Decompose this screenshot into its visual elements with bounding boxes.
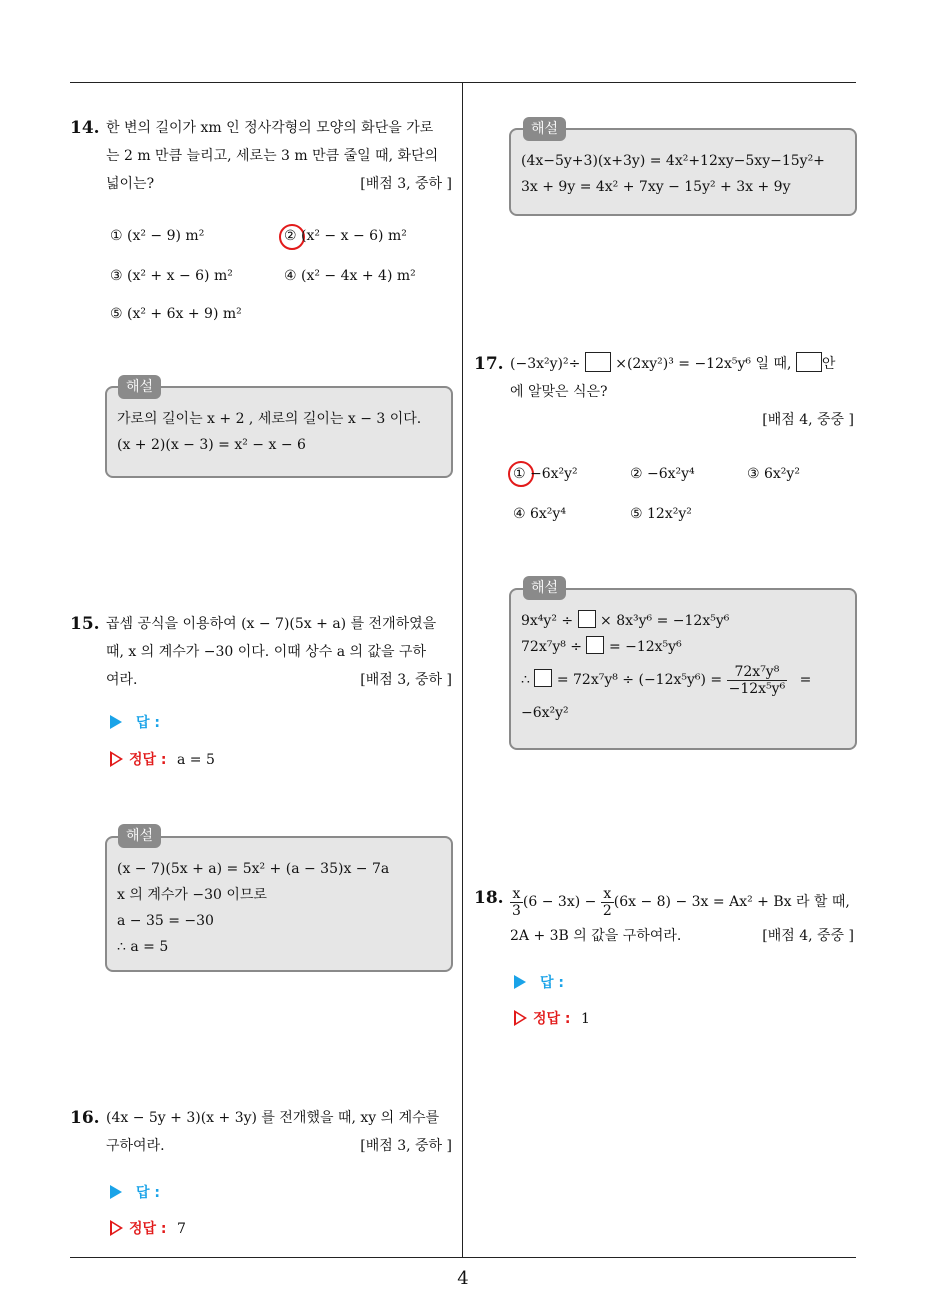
q15-correct-value: a = 5 — [176, 752, 215, 768]
q17-solution-box — [509, 588, 857, 750]
q17-solution-line1b: × 8x³y⁶ = −12x⁵y⁶ — [600, 613, 730, 629]
q17-option-2[interactable]: ② −6x²y⁴ — [630, 466, 695, 482]
question-15-number: 15. — [70, 614, 100, 634]
question-14-line3: 넓이는? — [106, 176, 155, 192]
answer-arrow-icon — [514, 975, 526, 989]
q15-answer-label: 답 : — [110, 712, 160, 732]
q17-fraction-denominator: −12x⁵y⁶ — [728, 680, 786, 697]
question-17-line2: 에 알맞은 식은? — [510, 384, 608, 400]
question-14-text — [106, 114, 456, 198]
q18-answer-label: 답 : — [514, 972, 564, 992]
q17-solution-line1a: 9x⁴y² ÷ — [521, 613, 574, 629]
q14-solution-line2: (x + 2)(x − 3) = x² − x − 6 — [117, 437, 306, 453]
question-15-text — [106, 610, 456, 694]
question-18-number: 18. — [474, 888, 504, 908]
question-16-text — [106, 1104, 456, 1160]
q15-solution-line1: (x − 7)(5x + a) = 5x² + (a − 35)x − 7a — [117, 861, 390, 877]
q18-fraction-2-numerator: x — [601, 886, 614, 903]
q16-solution-line2: 3x + 9y = 4x² + 7xy − 15y² + 3x + 9y — [521, 179, 791, 195]
correct-arrow-icon — [514, 1010, 527, 1026]
q16-correct-value: 7 — [176, 1221, 186, 1237]
question-18-part1: (6 − 3x) − — [522, 894, 597, 910]
q17-solution-line4: −6x²y² — [521, 705, 569, 721]
question-15-line1: 곱셈 공식을 이용하여 (x − 7)(5x + a) 를 전개하였을 — [106, 616, 437, 632]
q15-solution-line3: a − 35 = −30 — [117, 913, 214, 929]
q16-answer-label: 답 : — [110, 1182, 160, 1202]
q15-solution-line4: ∴ a = 5 — [117, 939, 169, 955]
q18-fraction-1-numerator: x — [510, 886, 523, 903]
q18-correct-answer: 정답 : 1 — [514, 1008, 590, 1028]
q14-option-4[interactable]: ④ (x² − 4x + 4) m² — [284, 268, 416, 284]
top-rule — [70, 82, 856, 83]
question-15-line2: 때, x 의 계수가 −30 이다. 이때 상수 a 의 값을 구하 — [106, 644, 427, 660]
q16-solution-line1: (4x−5y+3)(x+3y) = 4x²+12xy−5xy−15y²+ — [521, 153, 825, 169]
q16-solution-tag: 해설 — [523, 117, 566, 141]
q15-solution-line2: x 의 계수가 −30 이므로 — [117, 887, 267, 903]
q15-solution-box — [105, 836, 453, 972]
q16-correct-answer: 정답 : 7 — [110, 1218, 186, 1238]
question-17-meta: [배점 4, 중중 ] — [762, 412, 854, 428]
question-16-line1: (4x − 5y + 3)(x + 3y) 를 전개했을 때, xy 의 계수를 — [106, 1110, 440, 1126]
question-14-line2: 는 2 m 만큼 늘리고, 세로는 3 m 만큼 줄일 때, 화단의 — [106, 148, 439, 164]
q17-blank-box — [585, 352, 611, 372]
question-14-line1: 한 변의 길이가 xm 인 정사각형의 모양의 화단을 가로 — [106, 120, 434, 136]
q14-option-2[interactable]: ② (x² − x − 6) m² — [284, 228, 407, 244]
q17-blank-box-2 — [796, 352, 822, 372]
q18-correct-value: 1 — [580, 1011, 590, 1027]
bottom-rule — [70, 1257, 856, 1258]
question-17-line1b: ×(2xy²)³ = −12x⁵y⁶ 일 때, — [615, 356, 792, 372]
q14-solution-tag: 해설 — [118, 375, 161, 399]
question-18-line2: 2A + 3B 의 값을 구하여라. — [510, 928, 682, 944]
q16-solution-box — [509, 128, 857, 216]
answer-arrow-icon — [110, 715, 122, 729]
column-divider — [462, 83, 463, 1258]
page-number: 4 — [457, 1268, 469, 1289]
q17-fraction-numerator: 72x⁷y⁸ — [727, 664, 788, 681]
q17-solution-line2a: 72x⁷y⁸ ÷ — [521, 639, 583, 655]
question-18-text — [510, 882, 860, 950]
question-15-meta: [배점 3, 중하 ] — [360, 672, 452, 688]
question-18-meta: [배점 4, 중중 ] — [762, 928, 854, 944]
question-14-number: 14. — [70, 118, 100, 138]
q17-solution-tag: 해설 — [523, 576, 566, 600]
question-16-meta: [배점 3, 중하 ] — [360, 1138, 452, 1154]
q18-fraction-1-denominator: 3 — [512, 902, 521, 919]
q15-correct-answer: 정답 : a = 5 — [110, 749, 215, 769]
q18-fraction-2-denominator: 2 — [602, 902, 612, 919]
q17-solution-blank-3 — [534, 669, 552, 687]
question-15-line3: 여라. — [106, 672, 138, 688]
q18-fraction-1 — [510, 886, 523, 919]
question-17-number: 17. — [474, 354, 504, 374]
question-14-meta: [배점 3, 중하 ] — [360, 176, 452, 192]
question-16-line2: 구하여라. — [106, 1138, 165, 1154]
correct-arrow-icon — [110, 1220, 123, 1236]
question-17-line1a: (−3x²y)²÷ — [510, 356, 581, 372]
q18-fraction-2 — [601, 886, 614, 919]
correct-arrow-icon — [110, 751, 123, 767]
q14-option-1[interactable]: ① (x² − 9) m² — [110, 228, 205, 244]
q17-solution-line3c: = — [799, 672, 812, 688]
question-18-part2: (6x − 8) − 3x = Ax² + Bx 라 할 때, — [613, 894, 850, 910]
q17-option-1[interactable]: ① −6x²y² — [513, 466, 578, 482]
q17-option-4[interactable]: ④ 6x²y⁴ — [513, 506, 566, 522]
q14-option-5[interactable]: ⑤ (x² + 6x + 9) m² — [110, 306, 242, 322]
question-17-line1c: 안 — [821, 356, 836, 372]
q17-option-5[interactable]: ⑤ 12x²y² — [630, 506, 692, 522]
q14-option-3[interactable]: ③ (x² + x − 6) m² — [110, 268, 233, 284]
q17-solution-line3a: ∴ — [521, 672, 530, 688]
q17-solution-line3b: = 72x⁷y⁸ ÷ (−12x⁵y⁶) = — [556, 672, 723, 688]
q17-solution-line2b: = −12x⁵y⁶ — [608, 639, 682, 655]
q17-solution-blank-2 — [586, 636, 604, 654]
q17-solution-fraction — [727, 664, 788, 697]
q14-solution-box — [105, 386, 453, 478]
question-16-number: 16. — [70, 1108, 100, 1128]
q17-solution-blank — [578, 610, 596, 628]
q17-option-3[interactable]: ③ 6x²y² — [747, 466, 800, 482]
question-17-text — [510, 350, 860, 434]
q14-solution-line1: 가로의 길이는 x + 2 , 세로의 길이는 x − 3 이다. — [117, 411, 422, 427]
q15-solution-tag: 해설 — [118, 824, 161, 848]
answer-arrow-icon — [110, 1185, 122, 1199]
